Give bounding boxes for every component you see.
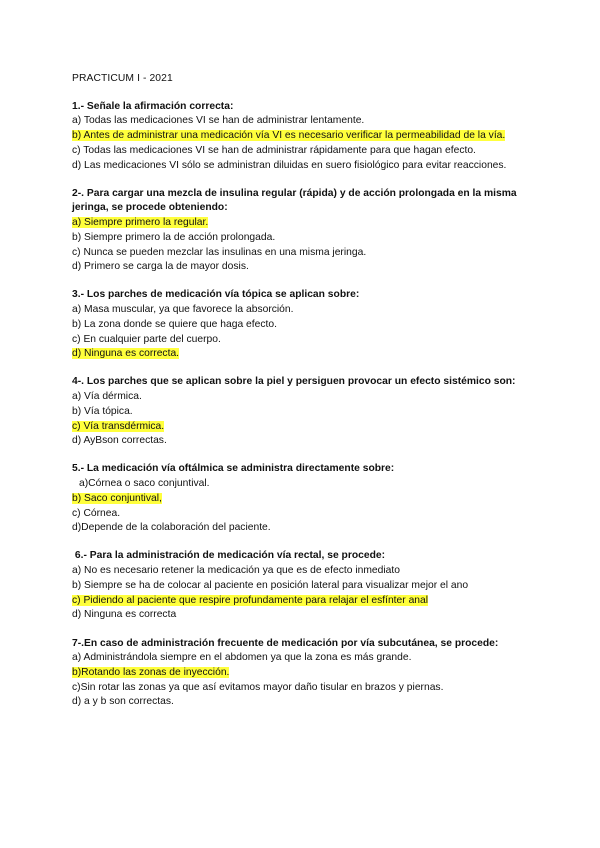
question-block <box>72 549 532 623</box>
question-text: 5.- La medicación vía oftálmica se administra directamente sobre: <box>72 463 395 475</box>
answer-option: d) Primero se carga la de mayor dosis. <box>72 261 249 273</box>
question-text: 4-. Los parches que se aplican sobre la piel y persiguen provocar un efecto sistémico son: <box>72 376 516 388</box>
answer-option: a) Todas las medicaciones VI se han de administrar lentamente. <box>72 115 365 127</box>
question-text: 6.- Para la administración de medicación vía rectal, se procede: <box>72 550 386 562</box>
question-block <box>72 462 532 536</box>
answer-option: d) Las medicaciones VI sólo se administran diluidas en suero fisiológico para evitar reacciones. <box>72 159 507 171</box>
answer-option: c) En cualquier parte del cuerpo. <box>72 333 221 345</box>
answer-option-highlighted: c) Vía transdérmica. <box>72 420 165 432</box>
answer-option: c) Todas las medicaciones VI se han de administrar rápidamente para que hagan efecto. <box>72 144 476 156</box>
answer-option: b) Siempre primero la de acción prolongada. <box>72 231 276 243</box>
question-text: 3.- Los parches de medicación vía tópica se aplican sobre: <box>72 289 360 301</box>
answer-option: a) Administrándola siempre en el abdomen ya que la zona es más grande. <box>72 652 412 664</box>
question-block <box>72 288 532 362</box>
answer-option: a)Córnea o saco conjuntival. <box>79 478 210 490</box>
answer-option: a) Vía dérmica. <box>72 391 142 403</box>
answer-option: d) a y b son correctas. <box>72 696 174 708</box>
answer-option-highlighted: d) Ninguna es correcta. <box>72 348 180 360</box>
answer-option-highlighted: b) Saco conjuntival, <box>72 492 162 504</box>
question-block <box>72 100 532 174</box>
answer-option-highlighted: a) Siempre primero la regular. <box>72 217 209 229</box>
answer-option: a) No es necesario retener la medicación ya que es de efecto inmediato <box>72 565 400 577</box>
answer-option: d)Depende de la colaboración del paciente. <box>72 522 271 534</box>
answer-option: b) Vía tópica. <box>72 405 133 417</box>
answer-option: d) AyBson correctas. <box>72 435 167 447</box>
answer-option: c)Sin rotar las zonas ya que así evitamos mayor daño tisular en brazos y piernas. <box>72 681 444 693</box>
answer-option: d) Ninguna es correcta <box>72 609 177 621</box>
document-page <box>72 72 532 724</box>
document-title: PRACTICUM I - 2021 <box>72 73 173 84</box>
question-text: 1.- Señale la afirmación correcta: <box>72 100 234 112</box>
answer-option: b) La zona donde se quiere que haga efecto. <box>72 318 277 330</box>
question-block <box>72 187 532 275</box>
answer-option: a) Masa muscular, ya que favorece la absorción. <box>72 304 294 316</box>
answer-option: c) Córnea. <box>72 507 121 519</box>
question-block <box>72 375 532 449</box>
answer-option: b) Siempre se ha de colocar al paciente en posición lateral para visualizar mejor el ano <box>72 579 469 591</box>
question-text: 7-.En caso de administración frecuente de medicación por vía subcutánea, se procede: <box>72 637 499 649</box>
question-block <box>72 637 532 711</box>
answer-option-highlighted: b) Antes de administrar una medicación vía VI es necesario verificar la permeabilidad de la vía. <box>72 130 506 142</box>
answer-option: c) Nunca se pueden mezclar las insulinas en una misma jeringa. <box>72 246 367 258</box>
answer-option-highlighted: c) Pidiendo al paciente que respire profundamente para relajar el esfínter anal <box>72 594 429 606</box>
question-text: 2-. Para cargar una mezcla de insulina regular (rápida) y de acción prolongada en la misma jeringa, se procede obteniendo: <box>72 187 517 214</box>
answer-option-highlighted: b)Rotando las zonas de inyección. <box>72 666 230 678</box>
